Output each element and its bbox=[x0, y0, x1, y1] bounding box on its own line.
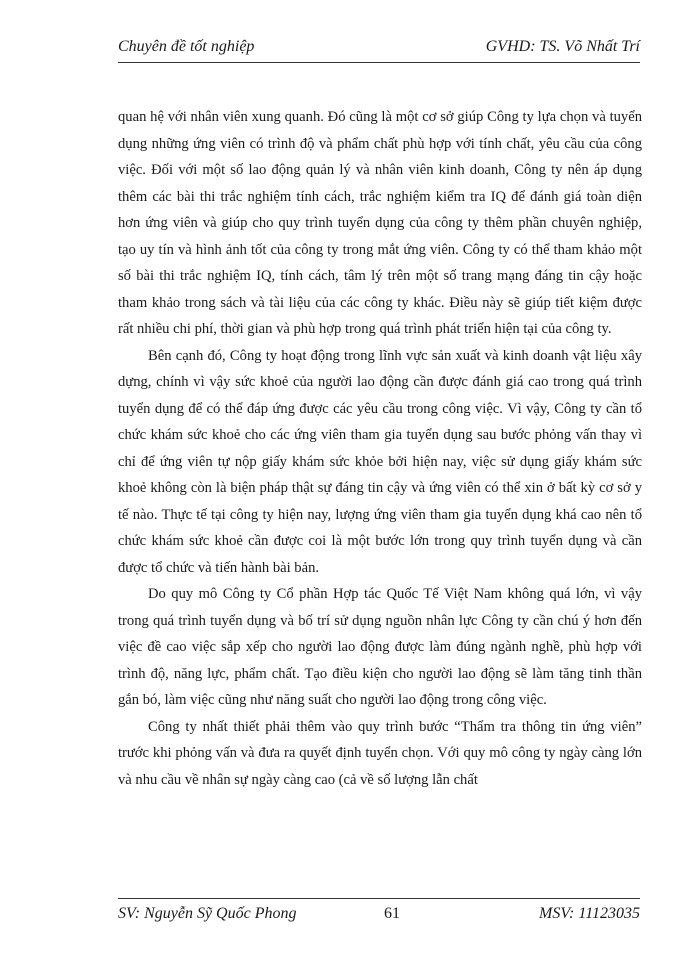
paragraph-4: Công ty nhất thiết phải thêm vào quy trình bước “Thẩm tra thông tin ứng viên” trước khi phỏng vấn và đưa ra quyết định tuyển chọn. Với quy mô công ty ngày càng lớn và nhu cầu về nhân sự ngày càng cao (cả về số lượng lẫn chất bbox=[118, 718, 642, 788]
footer-student-name: SV: Nguyễn Sỹ Quốc Phong bbox=[118, 905, 297, 922]
paragraph-3: Do quy mô Công ty Cổ phần Hợp tác Quốc Tế Việt Nam không quá lớn, vì vậy trong quá trình tuyển dụng và bố trí sử dụng nguồn nhân lực Công ty cần chú ý hơn đến việc đề cao việc sắp xếp cho người lao động được làm đúng ngành nghề, phù hợp với trình độ, năng lực, phẩm chất. Tạo điều kiện cho người lao động sẽ làm tăng tinh thần gắn bó, làm việc cũng như năng suất cho người lao động trong công việc. bbox=[118, 586, 642, 708]
footer-student-id: MSV: 11123035 bbox=[538, 905, 640, 922]
page-header bbox=[118, 38, 640, 63]
document-body bbox=[118, 104, 642, 793]
paragraph-2: Bên cạnh đó, Công ty hoạt động trong lĩnh vực sản xuất và kinh doanh vật liệu xây dựng, chính vì vậy sức khoẻ của người lao động cần được đánh giá cao trong quá trình tuyển dụng để có thể đáp ứng được các yêu cầu trong công việc. Vì vậy, Công ty cần tổ chức khám sức khoẻ cho các ứng viên tham gia tuyển dụng sau bước phỏng vấn thay vì chỉ để ứng viên tự nộp giấy khám sức khỏe bởi hiện nay, việc sử dụng giấy khám sức khoẻ không còn là biện pháp thật sự đáng tin cậy và ứng viên có thể xin ở bất kỳ cơ sở y tế nào. Thực tế tại công ty hiện nay, lượng ứng viên tham gia tuyển dụng khá cao nên tổ chức khám sức khoẻ cần được coi là một bước lớn trong quy trình tuyển dụng và cần được tổ chức và tiến hành bài bản. bbox=[118, 347, 642, 576]
header-advisor: GVHD: TS. Võ Nhất Trí bbox=[485, 38, 640, 55]
paragraph-1: quan hệ với nhân viên xung quanh. Đó cũng là một cơ sở giúp Công ty lựa chọn và tuyển dụng những ứng viên có trình độ và phẩm chất phù hợp với tính chất, yêu cầu của công việc. Đối với một số lao động quản lý và nhân viên kinh doanh, Công ty nên áp dụng thêm các bài thi trắc nghiệm tính cách, trắc nghiệm kiểm tra IQ để đánh giá toàn diện hơn ứng viên và giúp cho quy trình tuyển dụng của công ty thêm phần chuyên nghiệp, tạo uy tín và hình ảnh tốt của công ty trong mắt ứng viên. Công ty có thể tham khảo một số bài thi trắc nghiệm IQ, tính cách, tâm lý trên một số trang mạng đáng tin cậy hoặc tham khảo trong sách và tài liệu của các công ty khác. Điều này sẽ giúp tiết kiệm được rất nhiều chi phí, thời gian và phù hợp trong quá trình phát triển hiện tại của công ty. bbox=[118, 109, 642, 337]
page-number: 61 bbox=[384, 905, 400, 922]
page-footer bbox=[118, 898, 640, 929]
header-title: Chuyên đề tốt nghiệp bbox=[118, 38, 255, 55]
